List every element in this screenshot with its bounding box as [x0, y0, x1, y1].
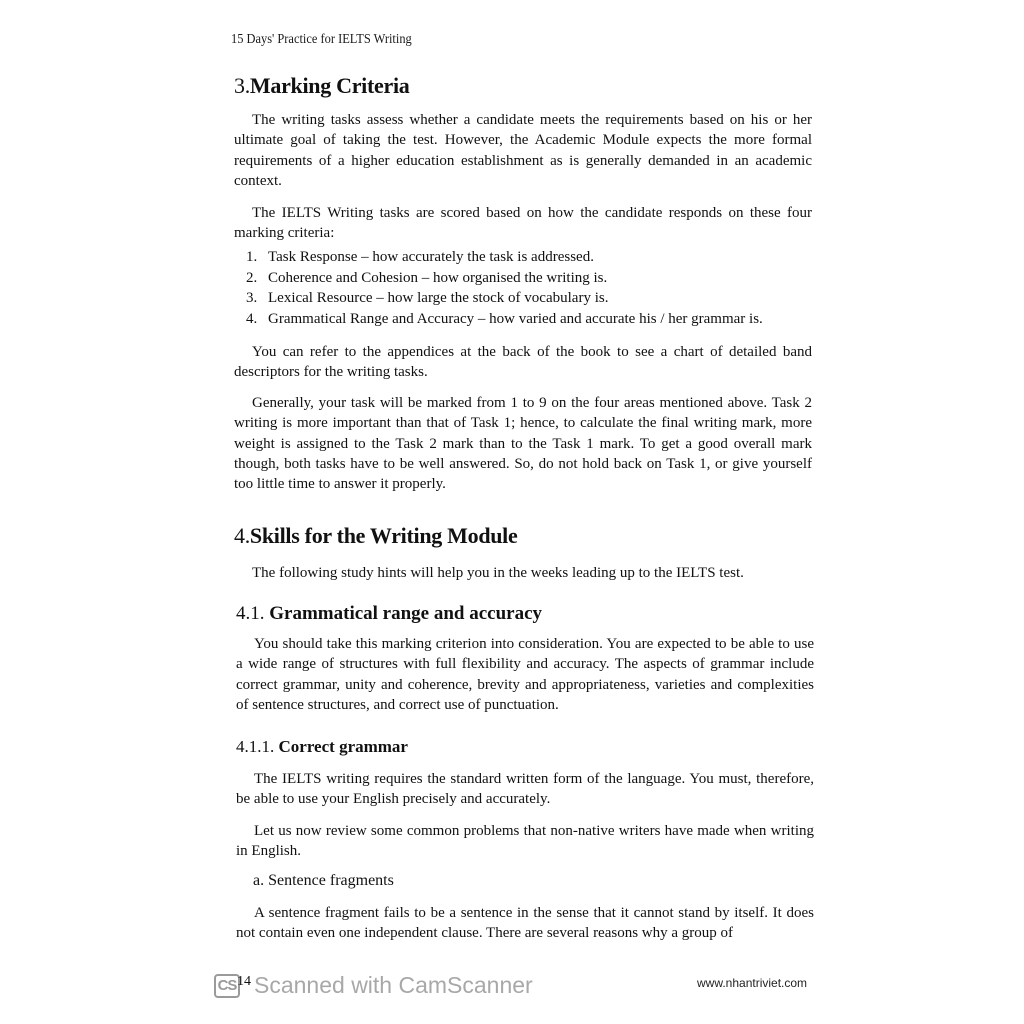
section-number: 4. [234, 523, 250, 548]
paragraph: The following study hints will help you in the weeks leading up to the IELTS test. [252, 565, 744, 581]
website-footer: www.nhantriviet.com [697, 976, 808, 990]
criteria-item: 1. Task Response – how accurately the task is addressed. [246, 249, 594, 265]
camscanner-watermark [214, 972, 533, 999]
section-title: Marking Criteria [249, 73, 410, 98]
subsection-4-1-heading: 4.1. Grammatical range and accuracy [236, 603, 543, 624]
section-3-heading [234, 73, 409, 99]
item-a-heading: a. Sentence fragments [253, 872, 394, 889]
paragraph: A sentence fragment fails to be a sentence in the sense that it cannot stand by itself. It does not contain even one independent clause. There are several reasons why a group of [236, 905, 814, 942]
paragraph: You can refer to the appendices at the back of the book to see a chart of detailed band descriptors for the writing tasks. [234, 344, 812, 381]
criteria-item: 4. Grammatical Range and Accuracy – how varied and accurate his / her grammar is. [246, 310, 763, 327]
subsection-4-1-1-heading: 4.1.1. Correct grammar [236, 737, 408, 756]
camscanner-logo-icon: CS [214, 974, 240, 998]
section-4-heading [234, 523, 517, 549]
paragraph: The IELTS writing requires the standard written form of the language. You must, therefore, be able to use your English precisely and accurately. [236, 771, 814, 808]
paragraph: Generally, your task will be marked from 1 to 9 on the four areas mentioned above. Task 2 writing is more important than that of Task 1; hence, to calculate the final writing mark, more weight is assigned to the Task 2 mark than to the Task 1 mark. To get a good overall mark though, both tasks have to be well answered. So, do not hold back on Task 1, or give yourself too little time to answer it properly. [234, 395, 812, 493]
section-number: 3. [234, 73, 250, 98]
paragraph: Let us now review some common problems that non-native writers have made when writing in English. [236, 823, 814, 860]
criteria-item: 3. Lexical Resource – how large the stock of vocabulary is. [246, 290, 609, 306]
page-number: 14 [237, 973, 251, 989]
paragraph: You should take this marking criterion into consideration. You are expected to be able to use a wide range of structures with full flexibility and accuracy. The aspects of grammar include correct grammar, unity and coherence, brevity and appropriateness, varieties and complexities of sentence structures, and correct use of punctuation. [236, 636, 814, 713]
running-header: 15 Days' Practice for IELTS Writing [231, 31, 412, 46]
paragraph: The writing tasks assess whether a candidate meets the requirements based on his or her ultimate goal of taking the test. However, the Academic Module expects the more formal requirements of a higher education establishment as is generally demanded in an academic context. [234, 112, 812, 189]
criteria-list [246, 247, 763, 329]
section-title: Skills for the Writing Module [249, 523, 518, 548]
scanner-text: Scanned with CamScanner [254, 972, 533, 998]
paragraph: The IELTS Writing tasks are scored based on how the candidate responds on these four marking criteria: [234, 205, 812, 242]
criteria-item: 2. Coherence and Cohesion – how organised the writing is. [246, 269, 608, 286]
